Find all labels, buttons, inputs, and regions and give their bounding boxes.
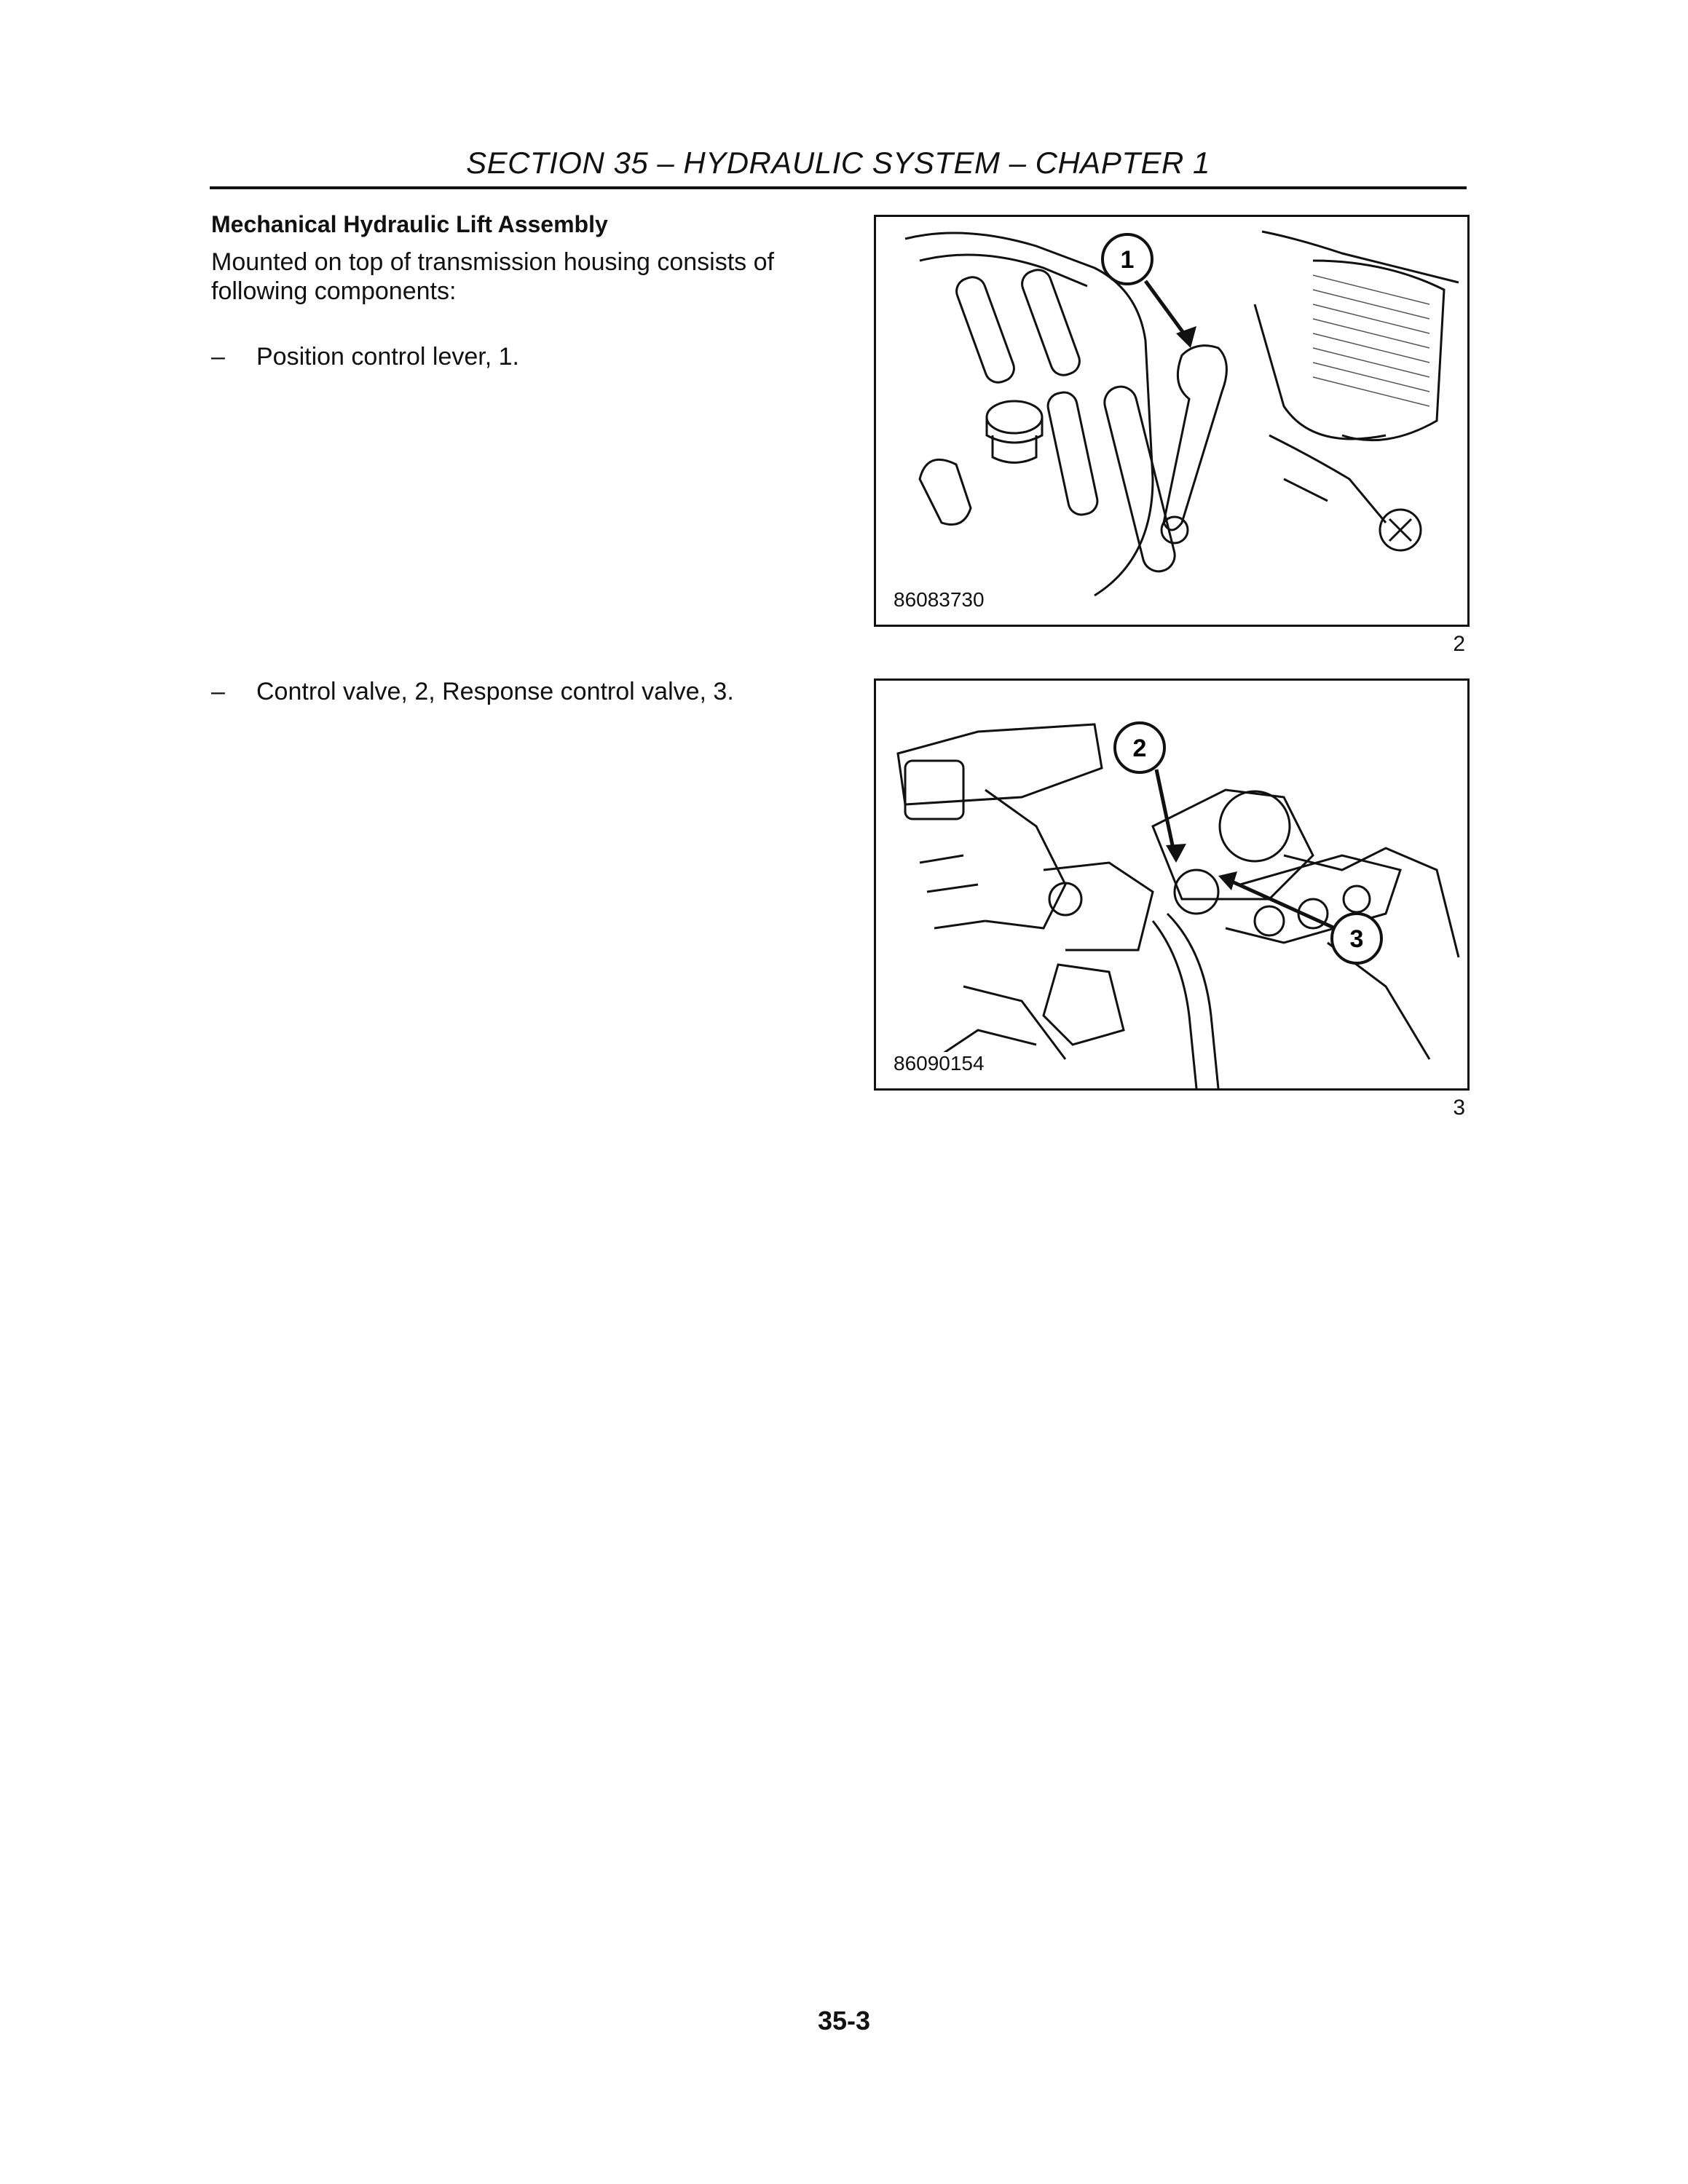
figure-position-control-lever bbox=[874, 215, 1470, 627]
list-item-text: Control valve, 2, Response control valve, 3. bbox=[256, 678, 734, 705]
callout-2 bbox=[1115, 723, 1186, 863]
page-header bbox=[210, 143, 1467, 189]
lever-illustration bbox=[876, 217, 1467, 625]
callout-1 bbox=[1103, 234, 1196, 348]
page-number: 35-3 bbox=[817, 2006, 871, 2035]
section-heading: Mechanical Hydraulic Lift Assembly bbox=[211, 211, 608, 237]
figure-number: 2 bbox=[1453, 632, 1465, 656]
figure-control-valve bbox=[874, 678, 1470, 1091]
list-item-text: Position control lever, 1. bbox=[256, 343, 519, 371]
intro-paragraph: Mounted on top of transmission housing consists of following components: bbox=[211, 248, 774, 305]
callout-1-label: 1 bbox=[1120, 246, 1135, 274]
figure-code: 86090154 bbox=[891, 1052, 987, 1075]
list-item-position-control-lever bbox=[211, 342, 519, 371]
figure-code: 86083730 bbox=[891, 588, 987, 612]
figure-number: 3 bbox=[1453, 1096, 1465, 1120]
valve-illustration bbox=[876, 681, 1467, 1088]
list-item-control-valve bbox=[211, 677, 734, 706]
list-bullet: – bbox=[211, 678, 225, 705]
callout-2-label: 2 bbox=[1132, 735, 1147, 762]
section-title: SECTION 35 – HYDRAULIC SYSTEM – CHAPTER 1 bbox=[466, 146, 1210, 180]
list-bullet: – bbox=[211, 343, 225, 371]
callout-3-label: 3 bbox=[1349, 925, 1364, 953]
